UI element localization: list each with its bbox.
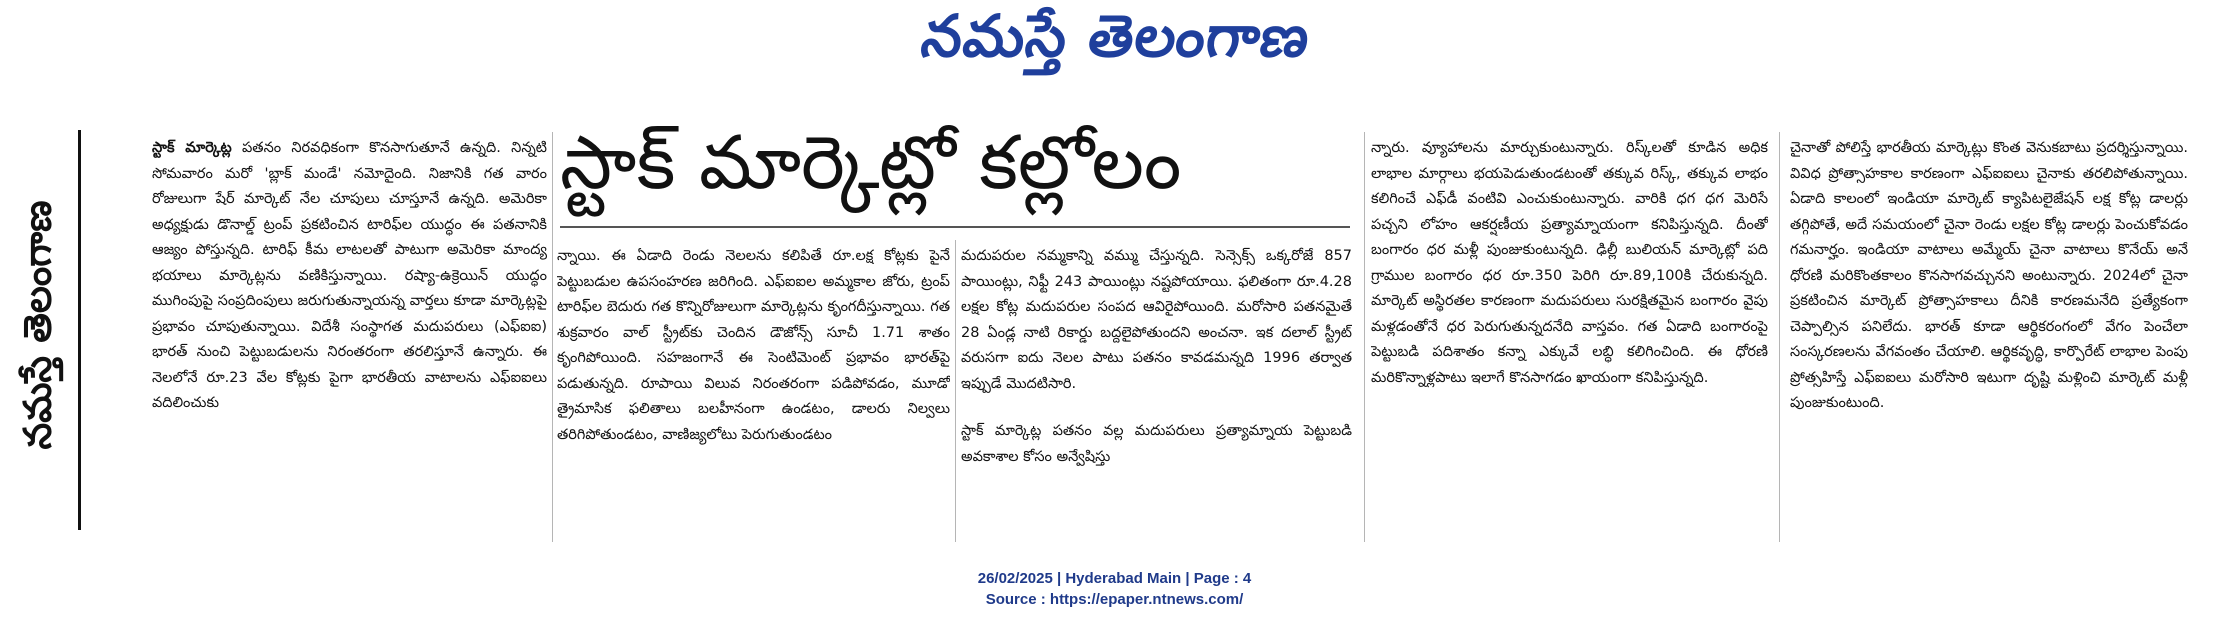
article-column-1 bbox=[152, 136, 547, 546]
article-column-3-paragraph-2: స్టాక్ మార్కెట్ల పతనం వల్ల మదుపరులు ప్రత్యామ్నాయ పెట్టుబడి అవకాశాల కోసం అన్వేషిస్తు bbox=[961, 423, 1352, 465]
article-lead-in: స్టాక్ మార్కెట్ల bbox=[152, 140, 232, 156]
page-footer bbox=[0, 568, 2229, 610]
article-headline: స్టాక్ మార్కెట్లో కల్లోలం bbox=[560, 120, 1182, 206]
newspaper-logo: నమస్తే తెలంగాణ bbox=[916, 1, 1315, 70]
masthead bbox=[0, 0, 2229, 86]
article-column-2 bbox=[557, 244, 950, 546]
article-column-4-text: న్నారు. వ్యూహాలను మార్చుకుంటున్నారు. రిస్క్‌లతో కూడిన అధిక లాభాల మార్గాలు భయపెడుతుండటంతో తక్కువ రిస్క్, తక్కువ లాభం కలిగించే ఎఫ్‌డీ వంటివి ఎంచుకుంటున్నారు. వారికి ధగ ధగ మెరిసే పచ్చని లోహం ఆకర్షణీయ ప్రత్యామ్నాయంగా కనిపిస్తున్నది. దీంతో బంగారం ధర మళ్లీ పుంజుకుంటున్నది. ఢిల్లీ బులియన్ మార్కెట్లో పది గ్రాముల బంగారం ధర రూ.350 పెరిగి రూ.89,100కి చేరుకున్నది. మార్కెట్ అస్థిరతల కారణంగా మదుపరులు సురక్షితమైన బంగారం వైపు మళ్లడంతోనే ధర పెరుగుతున్నదనేది వాస్తవం. గత ఏడాది బంగారంపై పెట్టుబడి పదిశాతం కన్నా ఎక్కువే లబ్ధి కలిగించింది. ఈ ధోరణి మరికొన్నాళ్లపాటు ఇలాగే కొనసాగడం ఖాయంగా కనిపిస్తున్నది. bbox=[1371, 140, 1768, 386]
side-divider bbox=[78, 130, 81, 530]
column-divider bbox=[1364, 132, 1365, 542]
article-column-2-text: న్నాయి. ఈ ఏడాది రెండు నెలలను కలిపితే రూ.లక్ష కోట్లకు పైనే పెట్టుబడుల ఉపసంహరణ జరిగింది. ఎఫ్ఐఐల అమ్మకాల జోరు, ట్రంప్ టారిఫ్‌ల బెదురు గత కొన్నిరోజులుగా మార్కెట్లను కృంగదీస్తున్నాయి. గత శుక్రవారం వాల్ స్ట్రీట్‌కు చెందిన డౌజోన్స్ సూచీ 1.71 శాతం కృంగిపోయింది. సహజంగానే ఈ సెంటిమెంట్ ప్రభావం భారత్‌పై పడుతున్నది. రూపాయి విలువ నిరంతరంగా పడిపోవడం, మూడో త్రైమాసిక ఫలితాలు బలహీనంగా ఉండటం, డాలరు నిల్వలు తరిగిపోతుండటం, వాణిజ్యలోటు పెరుగుతుండటం bbox=[557, 248, 950, 443]
side-logo-text: నమస్తే తెలంగాణ bbox=[15, 200, 60, 450]
footer-source-link[interactable]: Source : https://epaper.ntnews.com/ bbox=[985, 591, 1244, 608]
side-logo bbox=[12, 110, 72, 540]
column-divider bbox=[552, 132, 553, 542]
article-column-3 bbox=[961, 244, 1352, 546]
column-divider bbox=[1779, 132, 1780, 542]
article-column-4 bbox=[1371, 136, 1768, 546]
column-divider bbox=[955, 240, 956, 542]
article-column-3-paragraph-1: మదుపరుల నమ్మకాన్ని వమ్ము చేస్తున్నది. సెన్సెక్స్ ఒక్కరోజే 857 పాయింట్లు, నిఫ్టీ 243 పాయింట్లు నష్టపోయాయి. ఫలితంగా రూ.4.28 లక్షల కోట్ల మదుపరుల సంపద ఆవిరైపోయింది. మరోసారి పతనమైతే 28 ఏండ్ల నాటి రికార్డు బద్దలైపోతుందని అంచనా. ఇక దలాల్ స్ట్రీట్ వరుసగా ఐదు నెలల పాటు పతనం కావడమన్నది 1996 తర్వాత ఇప్పుడే మొదటిసారి. bbox=[961, 248, 1352, 392]
article-column-1-text: పతనం నిరవధికంగా కొనసాగుతూనే ఉన్నది. నిన్నటి సోమవారం మరో 'బ్లాక్ మండే' నమోదైంది. నిజానికి గత వారం రోజులుగా షేర్ మార్కెట్ నేల చూపులు చూస్తూనే ఉన్నది. అమెరికా అధ్యక్షుడు డొనాల్డ్ ట్రంప్ ప్రకటించిన టారిఫ్‌ల యుద్ధం ఈ పతనానికి ఆజ్యం పోస్తున్నది. టారిఫ్ కీమ లాటలతో పాటుగా అమెరికా మాంద్య భయాలు మార్కెట్లను వణికిస్తున్నాయి. రష్యా-ఉక్రెయిన్ యుద్ధం ముగింపుపై సంప్రదింపులు జరుగుతున్నాయన్న వార్తలు కూడా మార్కెట్లపై ప్రభావం చూపుతున్నాయి. విదేశీ సంస్థాగత మదుపరులు (ఎఫ్ఐఐ) భారత్ నుంచి పెట్టుబడులను నిరంతరంగా తరలిస్తూనే ఉన్నారు. ఈ నెలలోనే రూ.23 వేల కోట్లకు పైగా భారతీయ వాటాలను ఎఫ్ఐఐలు వదిలించుకు bbox=[152, 140, 547, 411]
article-column-5-text: చైనాతో పోలిస్తే భారతీయ మార్కెట్లు కొంత వెనుకబాటు ప్రదర్శిస్తున్నాయి. వివిధ ప్రోత్సాహకాల కారణంగా ఎఫ్ఐఐలు చైనాకు తరలిపోతున్నాయి. ఏడాది కాలంలో ఇండియా మార్కెట్ క్యాపిటలైజేషన్ లక్ష కోట్ల డాలర్లు తగ్గిపోతే, అదే సమయంలో చైనా రెండు లక్షల కోట్ల డాలర్లు పెంచుకోవడం గమనార్హం. ఇండియా వాటాలు అమ్మేయ్ చైనా వాటాలు కొనేయ్ అనే ధోరణి మరికొంతకాలం కొనసాగవచ్చునని అంటున్నారు. 2024లో చైనా ప్రకటించిన మార్కెట్ ప్రోత్సాహకాలు దీనికి కారణమనేది ప్రత్యేకంగా చెప్పాల్సిన పనిలేదు. భారత్ కూడా ఆర్థికరంగంలో వేగం పెంచేలా సంస్కరణలను వేగవంతం చేయాలి. ఆర్థికవృద్ధి, కార్పొరేట్ లాభాల పెంపు ప్రోత్సహిస్తే ఎఫ్ఐఐలు మరోసారి ఇటుగా దృష్టి మళ్లించి మార్కెట్ మళ్లీ పుంజుకుంటుంది. bbox=[1790, 140, 2188, 411]
footer-edition-info: 26/02/2025 | Hyderabad Main | Page : 4 bbox=[977, 570, 1252, 587]
article-column-5 bbox=[1790, 136, 2188, 546]
headline-divider bbox=[560, 226, 1350, 228]
